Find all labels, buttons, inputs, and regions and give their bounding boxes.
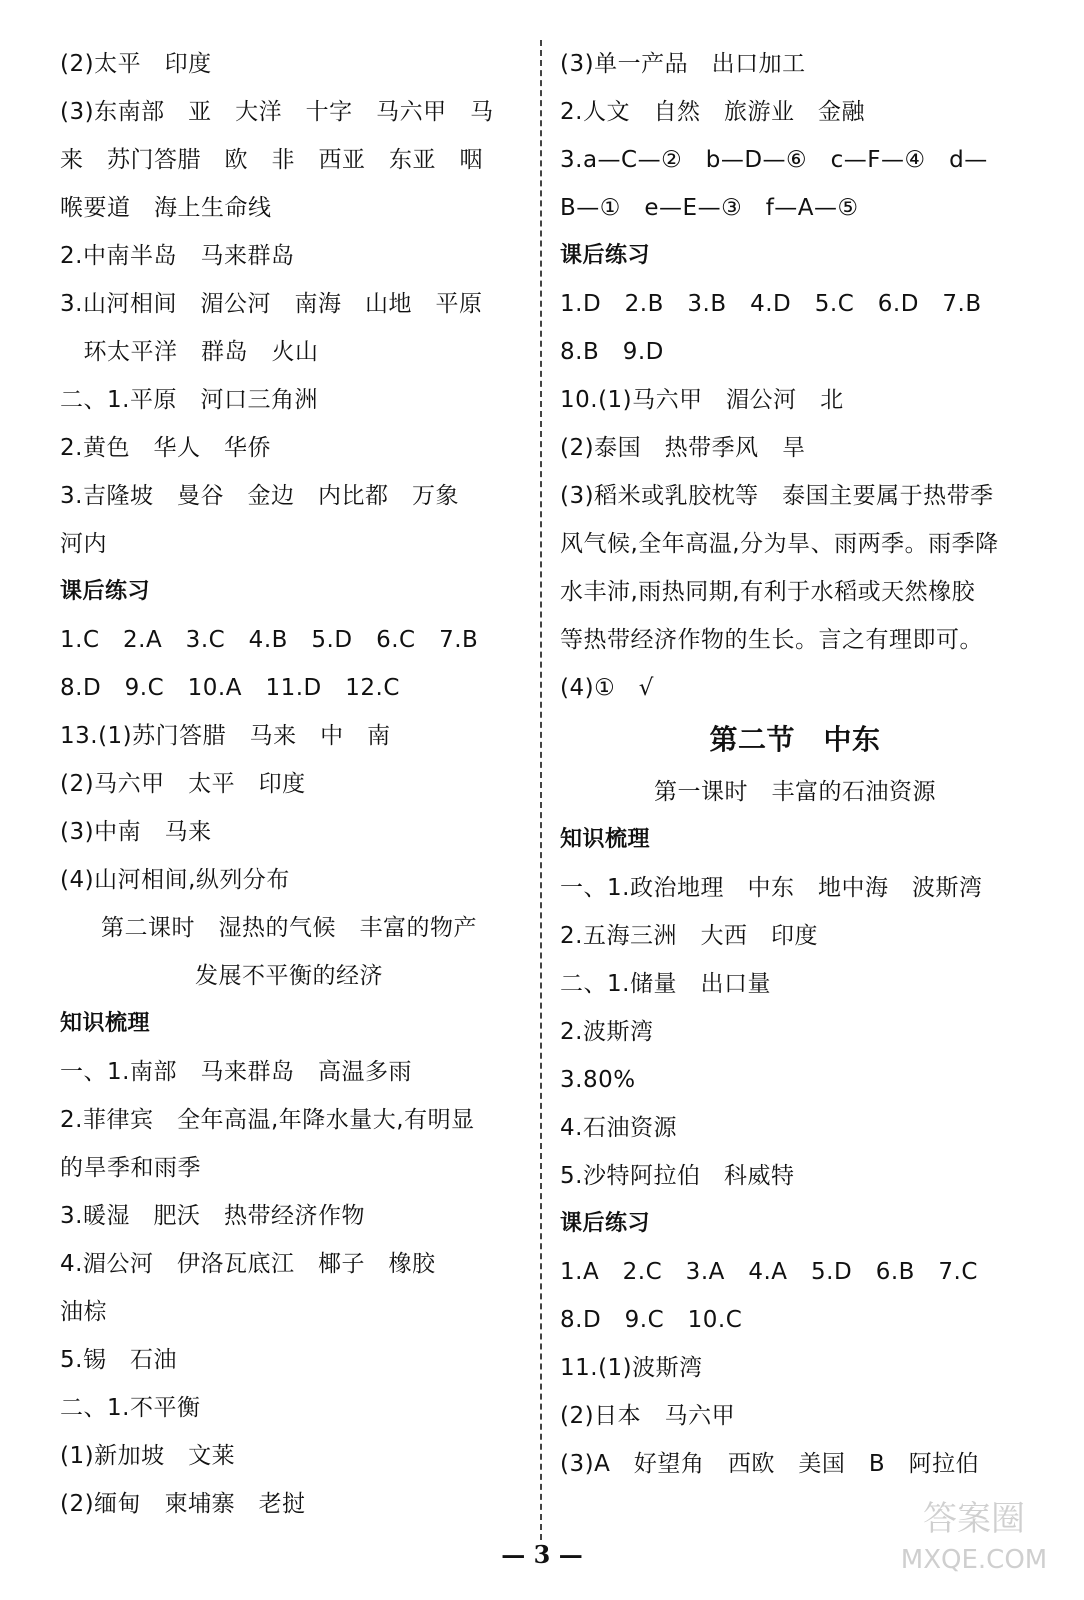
right-line-23: 5.沙特阿拉伯 科威特: [560, 1163, 795, 1189]
left-column: [60, 40, 518, 1528]
left-line-22: 2.菲律宾 全年高温,年降水量大,有明显: [60, 1107, 475, 1133]
page-number: — 3 —: [501, 1540, 583, 1569]
left-line-19: 发展不平衡的经济: [195, 963, 383, 989]
right-line-29: (3)A 好望角 西欧 美国 B 阿拉伯: [560, 1451, 980, 1477]
right-line-27: 11.(1)波斯湾: [560, 1355, 703, 1381]
right-column: [560, 40, 1030, 1488]
right-line-5: 1.D 2.B 3.B 4.D 5.C 6.D 7.B: [560, 291, 982, 317]
left-line-2: 来 苏门答腊 欧 非 西亚 东亚 咽: [60, 147, 483, 173]
column-divider: [540, 40, 542, 1540]
right-line-19: 二、1.储量 出口量: [560, 971, 771, 997]
right-line-12: 等热带经济作物的生长。言之有理即可。: [560, 627, 983, 653]
left-line-13: 8.D 9.C 10.A 11.D 12.C: [60, 675, 400, 701]
left-line-26: 油棕: [60, 1299, 107, 1325]
left-line-1: (3)东南部 亚 大洋 十字 马六甲 马: [60, 99, 494, 125]
left-line-15: (2)马六甲 太平 印度: [60, 771, 306, 797]
right-line-2: 3.a—C—② b—D—⑥ c—F—④ d—: [560, 147, 988, 173]
left-line-8: 2.黄色 华人 华侨: [60, 435, 271, 461]
right-line-24: 课后练习: [560, 1211, 651, 1236]
right-line-20: 2.波斯湾: [560, 1019, 654, 1045]
right-line-22: 4.石油资源: [560, 1115, 677, 1141]
left-line-24: 3.暖湿 肥沃 热带经济作物: [60, 1203, 365, 1229]
left-line-11: 课后练习: [60, 579, 151, 604]
left-line-20: 知识梳理: [60, 1011, 151, 1036]
right-line-11: 水丰沛,雨热同期,有利于水稻或天然橡胶: [560, 579, 976, 605]
right-line-13: (4)① √: [560, 675, 654, 701]
left-line-5: 3.山河相间 湄公河 南海 山地 平原: [60, 291, 483, 317]
left-line-28: 二、1.不平衡: [60, 1395, 201, 1421]
left-line-16: (3)中南 马来: [60, 819, 212, 845]
left-line-27: 5.锡 石油: [60, 1347, 177, 1373]
left-line-10: 河内: [60, 531, 107, 557]
right-line-15: 第一课时 丰富的石油资源: [654, 779, 936, 805]
left-line-18: 第二课时 湿热的气候 丰富的物产: [101, 915, 477, 941]
right-line-21: 3.80%: [560, 1067, 636, 1093]
right-line-28: (2)日本 马六甲: [560, 1403, 736, 1429]
right-line-8: (2)泰国 热带季风 旱: [560, 435, 806, 461]
right-line-0: (3)单一产品 出口加工: [560, 51, 806, 77]
watermark-logo: [884, 1490, 1064, 1580]
right-line-3: B—① e—E—③ f—A—⑤: [560, 195, 859, 221]
right-line-1: 2.人文 自然 旅游业 金融: [560, 99, 865, 125]
left-line-7: 二、1.平原 河口三角洲: [60, 387, 318, 413]
left-line-30: (2)缅甸 柬埔寨 老挝: [60, 1491, 306, 1517]
right-line-6: 8.B 9.D: [560, 339, 664, 365]
left-line-12: 1.C 2.A 3.C 4.B 5.D 6.C 7.B: [60, 627, 479, 653]
left-line-6: 环太平洋 群岛 火山: [60, 339, 319, 365]
right-line-26: 8.D 9.C 10.C: [560, 1307, 743, 1333]
left-line-21: 一、1.南部 马来群岛 高温多雨: [60, 1059, 412, 1085]
left-line-0: (2)太平 印度: [60, 51, 212, 77]
left-line-23: 的旱季和雨季: [60, 1155, 201, 1181]
right-line-4: 课后练习: [560, 243, 651, 268]
right-line-10: 风气候,全年高温,分为旱、雨两季。雨季降: [560, 531, 999, 557]
left-line-4: 2.中南半岛 马来群岛: [60, 243, 295, 269]
left-line-3: 喉要道 海上生命线: [60, 195, 272, 221]
right-line-25: 1.A 2.C 3.A 4.A 5.D 6.B 7.C: [560, 1259, 978, 1285]
left-line-9: 3.吉隆坡 曼谷 金边 内比都 万象: [60, 483, 459, 509]
right-line-9: (3)稻米或乳胶枕等 泰国主要属于热带季: [560, 483, 994, 509]
watermark-line1: 答案圈: [923, 1499, 1025, 1539]
right-line-7: 10.(1)马六甲 湄公河 北: [560, 387, 844, 413]
left-line-29: (1)新加坡 文莱: [60, 1443, 236, 1469]
right-line-18: 2.五海三洲 大西 印度: [560, 923, 818, 949]
left-line-25: 4.湄公河 伊洛瓦底江 椰子 橡胶: [60, 1251, 436, 1277]
right-line-14: 第二节 中东: [709, 723, 881, 756]
right-line-17: 一、1.政治地理 中东 地中海 波斯湾: [560, 875, 983, 901]
left-line-17: (4)山河相间,纵列分布: [60, 867, 290, 893]
watermark-line2: MXQE.COM: [900, 1545, 1048, 1575]
left-line-14: 13.(1)苏门答腊 马来 中 南: [60, 723, 391, 749]
right-line-16: 知识梳理: [560, 827, 651, 852]
